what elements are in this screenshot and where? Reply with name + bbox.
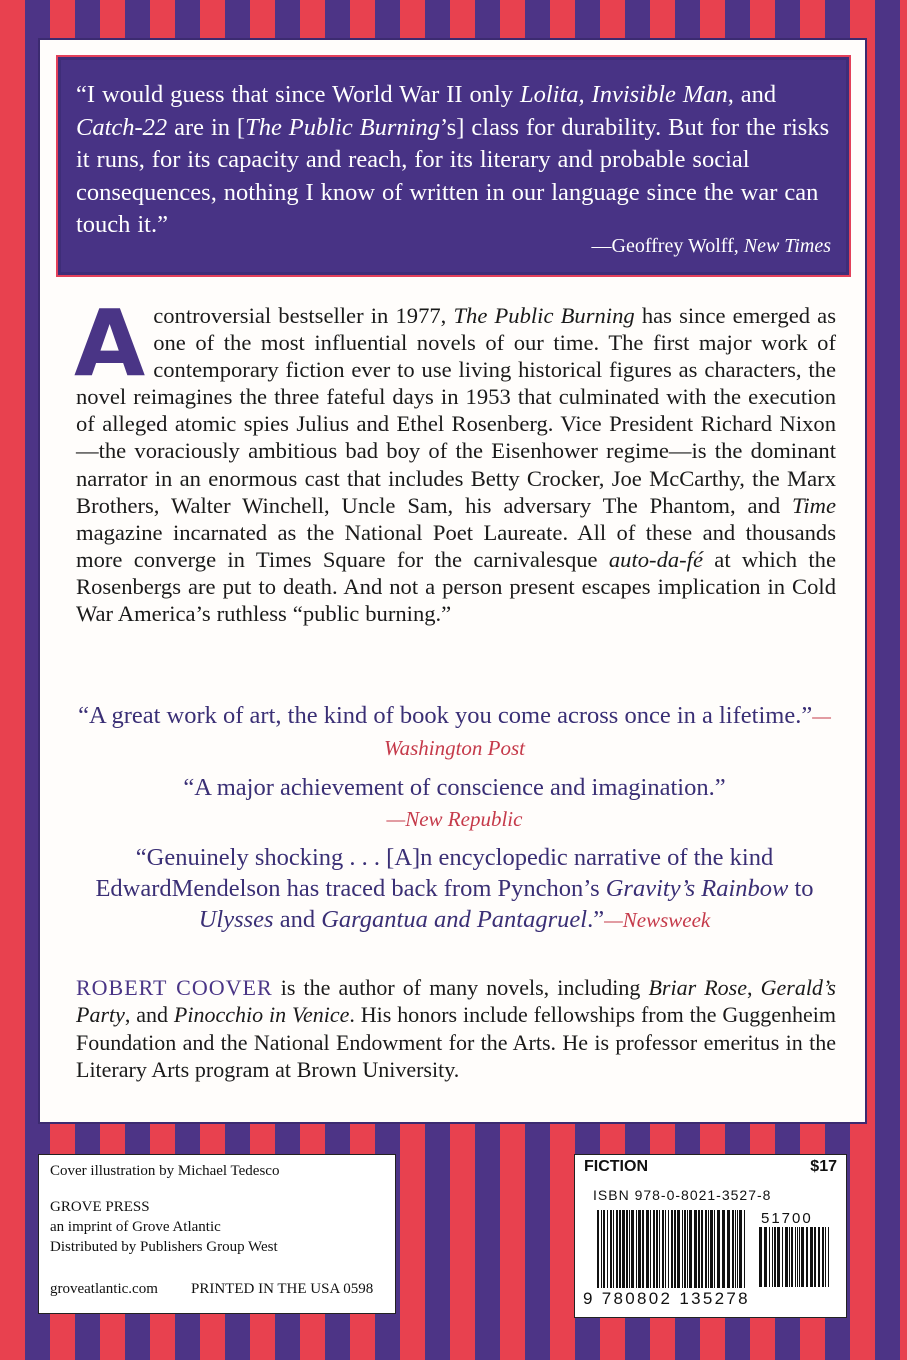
barcode-bar <box>708 1210 709 1288</box>
book-description <box>74 290 836 627</box>
publisher-name: GROVE PRESS <box>50 1199 150 1215</box>
barcode-bar <box>619 1210 621 1288</box>
barcode-bar <box>714 1210 715 1288</box>
barcode-bar <box>785 1227 788 1287</box>
barcode-bar <box>810 1227 813 1287</box>
barcode-bar <box>603 1210 605 1288</box>
barcode-bar <box>674 1210 676 1288</box>
description-text: controversial bestseller in 1977, The Public Burning has since emerged as one of the most influential novels of our time. The first major work of contemporary fiction ever to use living historical figures as characters, the novel reimagines the three fateful days in 1953 that culminated with the execution of alleged atomic spies Julius and Ethel Rosenberg. Vice President Richard Nixon—the voraciously ambitious bad boy of the Eisenhower regime—is the dominant narrator in an enormous cast that includes Betty Crocker, Joe McCarthy, the Marx Brothers, Walter Winchell, Uncle Sam, his adversary The Phantom, and Time magazine incarnated as the National Poet Laureate. All of these and thousands more converge in Times Square for the carnivalesque auto-da-fé at which the Rosenbergs are put to death. And not a person present escapes implication in Cold War America’s ruthless “public burning.” <box>76 303 836 627</box>
barcode-bar <box>646 1210 649 1288</box>
barcode-bar <box>653 1210 655 1288</box>
barcode-bar <box>769 1227 770 1287</box>
barcode-bar <box>650 1210 651 1288</box>
barcode-bar <box>759 1227 762 1287</box>
barcode-bar <box>735 1210 736 1288</box>
barcode-bar <box>722 1210 725 1288</box>
barcode-bar <box>717 1210 720 1288</box>
barcode-bar <box>687 1210 688 1288</box>
review-quote: “Genuinely shocking . . . [A]n encyclopedic narrative of the kind EdwardMendelson has traced back from Pynchon’s Gravity’s Rainbow to Ulysses and Gargantua and Pantagruel.”—Newsweek <box>95 844 814 933</box>
barcode-bar <box>629 1210 630 1288</box>
barcode-bar <box>825 1227 826 1287</box>
review-source: —Newsweek <box>604 908 711 932</box>
barcode-bar <box>601 1210 602 1288</box>
barcode-bar <box>737 1210 738 1288</box>
barcode-bar <box>701 1210 703 1288</box>
barcode-bar <box>806 1227 808 1287</box>
barcode-bar <box>777 1227 780 1287</box>
barcode-bar <box>682 1210 683 1288</box>
barcode-bar <box>626 1210 628 1288</box>
barcode-bar <box>801 1227 804 1287</box>
barcode-bar <box>814 1227 816 1287</box>
price-code-digits: 51700 <box>761 1210 813 1227</box>
barcode-bar <box>764 1227 767 1287</box>
featured-quote-box <box>56 55 851 277</box>
barcode-bar <box>782 1227 783 1287</box>
featured-quote-text: “I would guess that since World War II only Lolita, Invisible Man, and Catch-22 are in [The Public Burning’s] class for durability. But for the risks it runs, for its capacity and reach, for its literary and probable social consequences, nothing I know of written in our language since the war can touch it.” <box>76 81 830 238</box>
publisher-website: groveatlantic.com <box>50 1281 158 1297</box>
barcode-bar <box>732 1210 734 1288</box>
barcode-bar <box>642 1210 644 1288</box>
barcode-bar <box>656 1210 658 1288</box>
genre-label: FICTION <box>584 1158 648 1175</box>
barcode-bar <box>684 1210 686 1288</box>
barcode-bar <box>797 1227 798 1287</box>
barcode-bar <box>818 1227 820 1287</box>
barcode-bar <box>772 1227 773 1287</box>
barcode-bar <box>616 1210 618 1288</box>
barcode-bar <box>689 1210 692 1288</box>
barcode-bar <box>636 1210 637 1288</box>
review-quote: “A great work of art, the kind of book you come across once in a lifetime.”—Washington Post <box>78 702 831 760</box>
barcode-bar <box>671 1210 673 1288</box>
featured-quote-attribution: —Geoffrey Wolff, New Times <box>591 235 831 257</box>
author-bio: ROBERT COOVER is the author of many novels, including Briar Rose, Gerald’s Party, and Pinocchio in Venice. His honors include fellowships from the Guggenheim Foundation and the National Endowment for the Arts. He is professor emeritus in the Literary Arts program at Brown University. <box>76 975 836 1083</box>
barcode-bar <box>659 1210 660 1288</box>
barcode-bar <box>662 1210 664 1288</box>
price-code-barcode <box>759 1227 829 1287</box>
price-label: $17 <box>810 1158 837 1175</box>
barcode-bar <box>739 1210 742 1288</box>
review-source: —New Republic <box>386 807 523 831</box>
barcode-bar <box>705 1210 707 1288</box>
barcode-bar <box>631 1210 634 1288</box>
ean-barcode <box>597 1210 747 1288</box>
barcode-bar <box>791 1227 793 1287</box>
review-quote: “A major achievement of conscience and imagination.” —New Republic <box>183 774 726 831</box>
distributor: Distributed by Publishers Group West <box>50 1239 278 1255</box>
barcode-bar <box>622 1210 625 1288</box>
barcode-bar <box>613 1210 614 1288</box>
barcode-bar <box>610 1210 612 1288</box>
review-source: —Washington Post <box>384 704 831 760</box>
barcode-bar <box>744 1210 745 1288</box>
publisher-imprint: an imprint of Grove Atlantic <box>50 1219 221 1235</box>
barcode-bar <box>727 1210 730 1288</box>
publisher-credits-box <box>38 1154 396 1314</box>
barcode-box <box>574 1154 847 1318</box>
barcode-digits: 9 780802 135278 <box>583 1289 750 1308</box>
barcode-bar <box>597 1210 599 1288</box>
barcode-bar <box>822 1227 824 1287</box>
isbn-label: ISBN 978-0-8021-3527-8 <box>593 1187 772 1203</box>
barcode-bar <box>698 1210 700 1288</box>
barcode-bar <box>799 1227 800 1287</box>
barcode-bar <box>638 1210 641 1288</box>
barcode-bar <box>789 1227 790 1287</box>
drop-cap: A <box>74 290 144 397</box>
barcode-bar <box>828 1227 829 1287</box>
barcode-bar <box>694 1210 697 1288</box>
barcode-bar <box>665 1210 666 1288</box>
barcode-bar <box>677 1210 680 1288</box>
barcode-bar <box>795 1227 796 1287</box>
barcode-bar <box>668 1210 669 1288</box>
printed-note: PRINTED IN THE USA 0598 <box>191 1281 374 1297</box>
author-name: ROBERT COOVER <box>76 975 273 1000</box>
barcode-bar <box>710 1210 713 1288</box>
illustration-credit: Cover illustration by Michael Tedesco <box>50 1163 280 1179</box>
barcode-bar <box>607 1210 608 1288</box>
cover-copy-panel <box>38 38 867 1124</box>
barcode-bar <box>774 1227 776 1287</box>
